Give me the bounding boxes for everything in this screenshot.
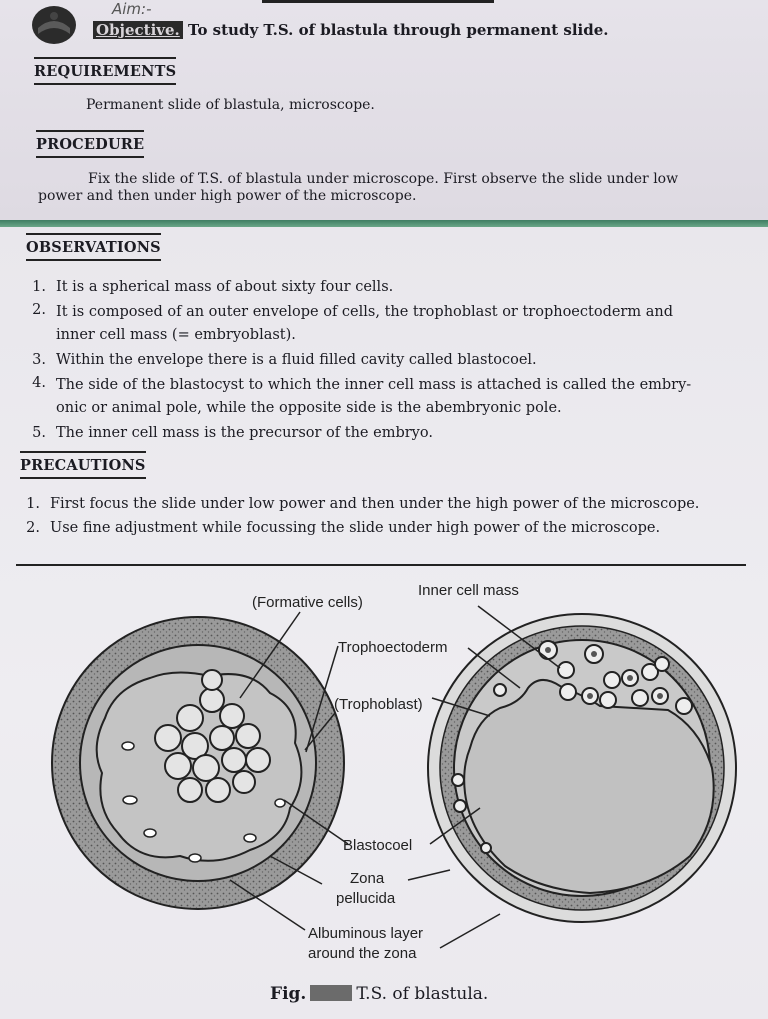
green-divider-band [0, 220, 768, 227]
label-trophoectoderm: Trophoectoderm [338, 639, 448, 656]
figure-number-blot [310, 985, 352, 1001]
label-around-the-zona: around the zona [308, 945, 417, 962]
label-trophoblast: (Trophoblast) [334, 696, 423, 713]
handwritten-note: Aim:- [112, 0, 152, 18]
right-blastula [428, 614, 736, 922]
list-item: 1. First focus the slide under low power and then under the high power of the microscope. [26, 496, 700, 512]
label-pellucida: pellucida [336, 890, 396, 907]
objective-text: To study T.S. of blastula through permanent slide. [188, 21, 609, 39]
label-albuminous-layer: Albuminous layer [308, 925, 424, 942]
figure-top-rule [16, 564, 746, 566]
list-item: 2. It is composed of an outer envelope of cells, the trophoblast or trophoectoderm and inner cell mass (= embryoblast). [32, 302, 673, 343]
observations-list [20, 276, 755, 445]
list-item: 5. The inner cell mass is the precursor of the embryo. [32, 425, 433, 441]
observations-heading: OBSERVATIONS [26, 233, 161, 261]
precautions-list [14, 492, 759, 540]
list-item: 3. Within the envelope there is a fluid filled cavity called blastocoel. [32, 352, 537, 368]
procedure-line1: Fix the slide of T.S. of blastula under microscope. First observe the slide under low [88, 171, 679, 187]
list-item: 2. Use fine adjustment while focussing the slide under high power of the microscope. [26, 520, 661, 536]
list-item: 1. It is a spherical mass of about sixty four cells. [32, 279, 394, 295]
procedure-line2: power and then under high power of the microscope. [38, 188, 417, 204]
objective-label: Objective. [93, 21, 183, 39]
precautions-heading: PRECAUTIONS [20, 451, 146, 479]
label-formative-cells: (Formative cells) [252, 594, 363, 611]
requirements-text: Permanent slide of blastula, microscope. [86, 97, 375, 113]
objective-line [93, 21, 608, 39]
figure-caption: Fig. T.S. of blastula. [270, 984, 489, 1004]
left-blastula [52, 617, 344, 909]
label-inner-cell-mass: Inner cell mass [418, 582, 519, 599]
procedure-heading: PROCEDURE [36, 130, 144, 158]
top-rule [262, 0, 494, 3]
label-zona: Zona [350, 870, 385, 887]
book-emblem-icon [30, 4, 78, 46]
requirements-heading: REQUIREMENTS [34, 57, 176, 85]
label-blastocoel: Blastocoel [343, 837, 413, 854]
list-item: 4. The side of the blastocyst to which the inner cell mass is attached is called the embry- onic or animal pole, while the opposite side is the abembryonic pole. [32, 375, 692, 416]
